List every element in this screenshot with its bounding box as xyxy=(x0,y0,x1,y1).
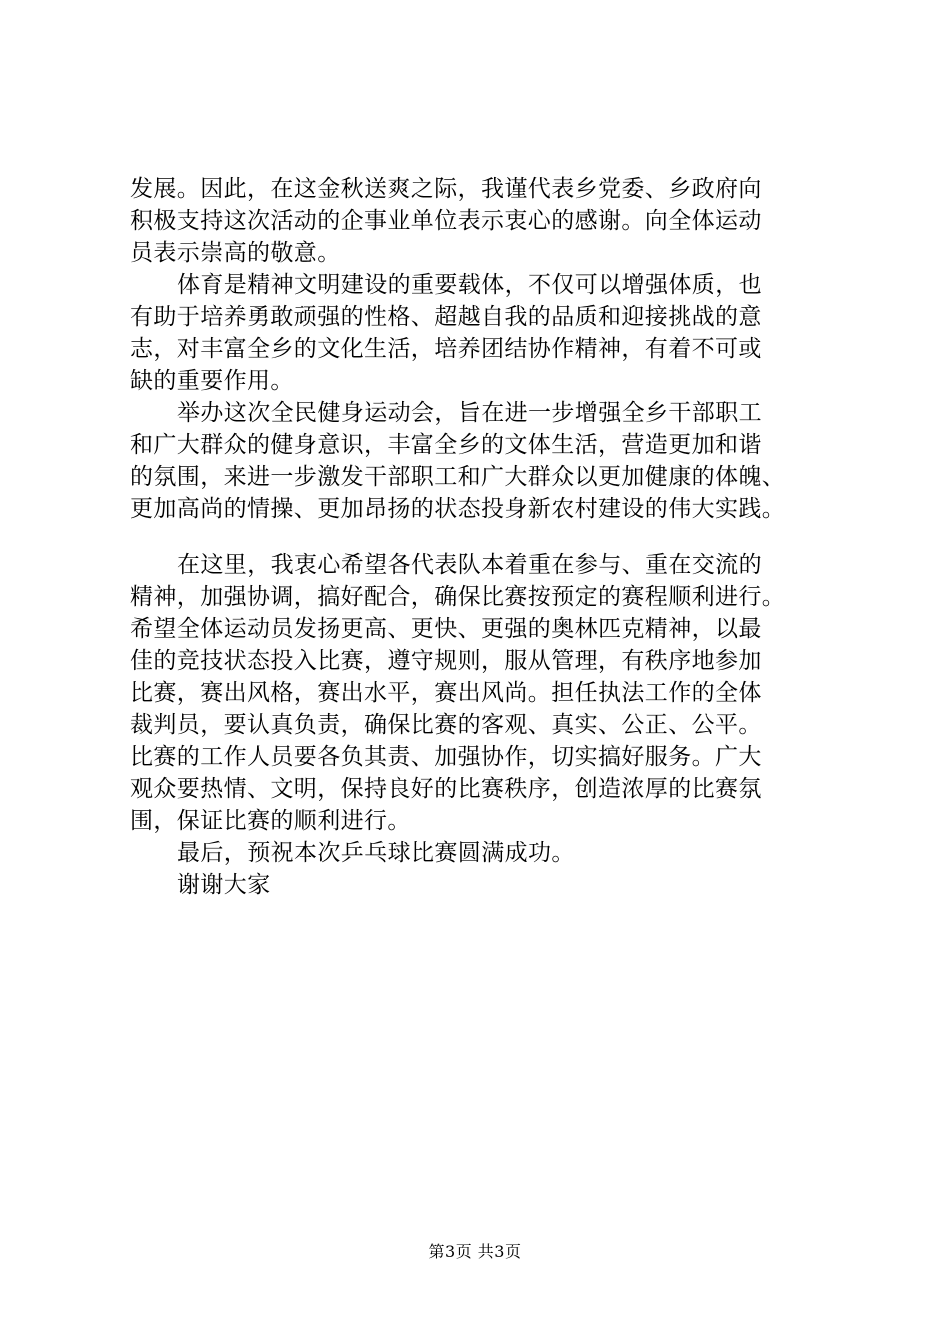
paragraph-gap xyxy=(130,525,830,549)
text-line: 有助于培养勇敢顽强的性格、超越自我的品质和迎接挑战的意 xyxy=(130,304,762,330)
text-line: 比赛，赛出风格，赛出水平，赛出风尚。担任执法工作的全体 xyxy=(130,680,762,706)
text-line: 举办这次全民健身运动会，旨在进一步增强全乡干部职工 xyxy=(177,400,762,426)
page-number: 第3页 共3页 xyxy=(428,1242,522,1261)
text-line: 和广大群众的健身意识，丰富全乡的文体生活，营造更加和谐 xyxy=(130,432,762,458)
document-body xyxy=(130,173,830,901)
text-line: 谢谢大家 xyxy=(177,872,271,898)
text-line: 裁判员，要认真负责，确保比赛的客观、真实、公正、公平。 xyxy=(130,712,762,738)
text-line: 围，保证比赛的顺利进行。 xyxy=(130,808,411,834)
text-line: 缺的重要作用。 xyxy=(130,368,294,394)
text-line: 体育是精神文明建设的重要载体，不仅可以增强体质，也 xyxy=(177,272,762,298)
text-line: 积极支持这次活动的企事业单位表示衷心的感谢。向全体运动 xyxy=(130,208,762,234)
text-line: 员表示崇高的敬意。 xyxy=(130,240,341,266)
text-line: 佳的竞技状态投入比赛，遵守规则，服从管理，有秩序地参加 xyxy=(130,648,762,674)
text-line: 志，对丰富全乡的文化生活，培养团结协作精神，有着不可或 xyxy=(130,336,762,362)
text-line: 希望全体运动员发扬更高、更快、更强的奥林匹克精神，以最 xyxy=(130,616,762,642)
text-line: 在这里，我衷心希望各代表队本着重在参与、重在交流的 xyxy=(177,552,762,578)
text-line: 观众要热情、文明，保持良好的比赛秩序，创造浓厚的比赛氛 xyxy=(130,776,762,802)
text-line: 精神，加强协调，搞好配合，确保比赛按预定的赛程顺利进行。 xyxy=(130,584,786,610)
text-line: 发展。因此，在这金秋送爽之际，我谨代表乡党委、乡政府向 xyxy=(130,176,762,202)
page-footer xyxy=(0,1242,950,1262)
text-line: 最后，预祝本次乒乓球比赛圆满成功。 xyxy=(177,840,575,866)
text-line: 更加高尚的情操、更加昂扬的状态投身新农村建设的伟大实践。 xyxy=(130,496,786,522)
text-line: 比赛的工作人员要各负其责、加强协作，切实搞好服务。广大 xyxy=(130,744,762,770)
text-line: 的氛围，来进一步激发干部职工和广大群众以更加健康的体魄、 xyxy=(130,464,786,490)
